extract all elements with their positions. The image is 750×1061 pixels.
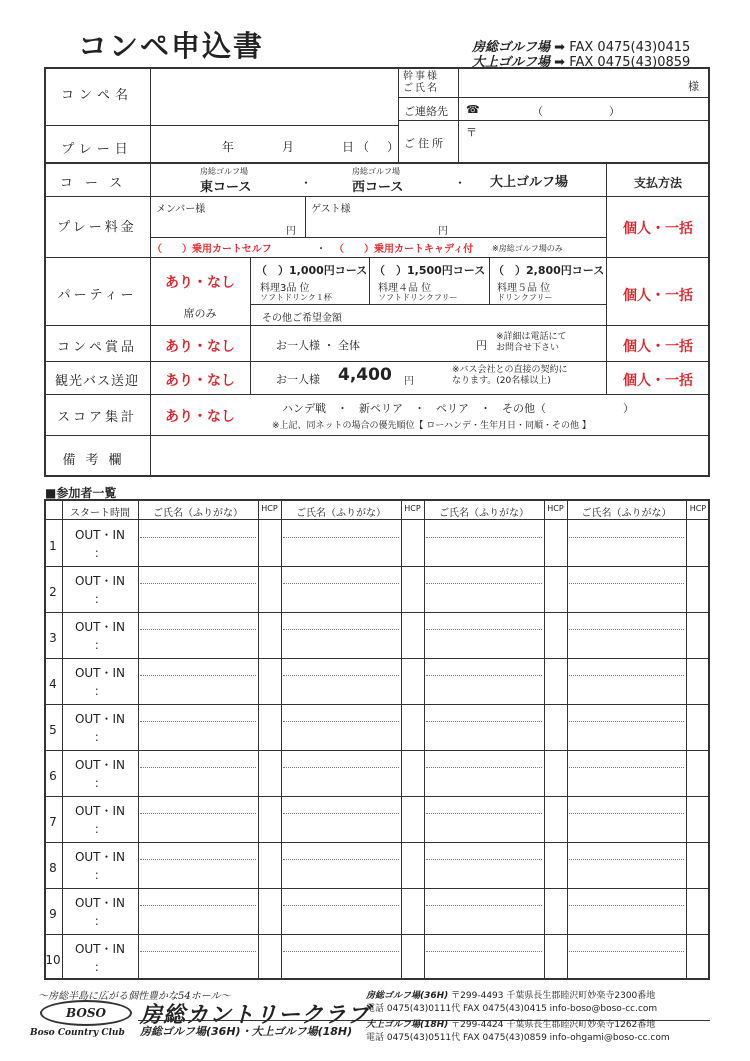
out-in-label: OUT・IN (74, 620, 126, 634)
party-course-3-drink: ドリンクフリー (497, 293, 553, 302)
furigana-dotted-line (140, 583, 256, 584)
furigana-dotted-line (569, 813, 684, 814)
bus-yen: 円 (404, 376, 414, 387)
bus-price: 4,400 (338, 365, 392, 385)
member-label: メンバー様 (156, 204, 206, 215)
row-number: 1 (49, 539, 57, 553)
start-time-out-in[interactable] (63, 572, 137, 608)
prize-yen: 円 (476, 339, 487, 352)
course-separator-2: ・ (454, 176, 467, 190)
party-payment-choice[interactable]: 個人・一括 (623, 288, 693, 304)
time-colon: ： (93, 730, 106, 744)
row-number: 6 (49, 769, 57, 783)
course-west[interactable]: 西コース (352, 180, 404, 195)
furigana-dotted-line (283, 813, 399, 814)
score-yes-no[interactable]: あり・なし (165, 409, 235, 425)
fax-club-ohgami: 大上ゴルフ場 (472, 55, 551, 70)
time-colon: ： (93, 546, 106, 560)
furigana-dotted-line (569, 767, 684, 768)
furigana-dotted-line (283, 721, 399, 722)
prize-label: コンペ賞品 (56, 340, 137, 355)
furigana-dotted-line (140, 859, 256, 860)
sama-label: 様 (688, 80, 699, 93)
course-east[interactable]: 東コース (200, 180, 252, 195)
start-time-out-in[interactable] (63, 756, 137, 792)
start-time-out-in[interactable] (63, 526, 137, 562)
footer-tagline: ～房総半島に広がる個性豊かな54ホール～ (38, 991, 231, 1002)
time-colon: ： (93, 960, 106, 974)
furigana-dotted-line (283, 537, 399, 538)
guest-yen: 円 (438, 226, 448, 237)
brand-subtitle: 房総ゴルフ場(36H)・大上ゴルフ場(18H) (140, 1025, 353, 1038)
seat-only[interactable]: 席のみ (183, 307, 217, 320)
play-date-label: プレー日 (61, 142, 133, 157)
out-in-label: OUT・IN (74, 942, 126, 956)
time-colon: ： (93, 914, 106, 928)
prize-payment-choice[interactable]: 個人・一括 (623, 339, 693, 355)
payment-header: 支払方法 (633, 176, 682, 190)
score-note: ※上記、同ネットの場合の優先順位【 ローハンデ・生年月日・同順・その他 】 (272, 421, 591, 431)
furigana-dotted-line (283, 583, 399, 584)
cart-separator: ・ (316, 244, 326, 255)
party-other-amount[interactable]: その他ご希望金額 (262, 313, 342, 324)
party-course-1-price[interactable]: （ ）1,000円コース (256, 264, 368, 277)
bus-label: 観光バス送迎 (54, 374, 139, 389)
fee-payment-choice[interactable]: 個人・一括 (623, 221, 693, 237)
furigana-dotted-line (426, 767, 542, 768)
furigana-dotted-line (569, 905, 684, 906)
start-time-out-in[interactable] (63, 894, 137, 930)
furigana-dotted-line (140, 537, 256, 538)
furigana-dotted-line (426, 675, 542, 676)
party-label: パーティー (57, 288, 137, 303)
party-course-3-price[interactable]: （ ）2,800円コース (493, 264, 605, 277)
boso-club-contact: 電話 0475(43)0111代 FAX 0475(43)0415 info-boso@boso-cc.com (366, 1004, 658, 1014)
course-separator: ・ (300, 176, 313, 190)
compe-name-label: コンペ名 (60, 88, 133, 103)
date-field[interactable]: 年 月 日（ ） (222, 140, 403, 154)
furigana-dotted-line (140, 813, 256, 814)
out-in-label: OUT・IN (74, 666, 126, 680)
party-course-2-dish: 料理４品 位 (378, 283, 432, 294)
name-header-3: ご氏名（ふりがな） (439, 508, 529, 519)
start-time-out-in[interactable] (63, 618, 137, 654)
time-colon: ： (93, 684, 106, 698)
boso-logo-caption: Boso Country Club (30, 1028, 125, 1038)
fax-club-boso: 房総ゴルフ場 (472, 40, 551, 55)
ohgami-address: 〒299-4424 千葉県長生郡睦沢町妙楽寺1262番地 (451, 1020, 656, 1030)
prize-per-person: お一人様 ・ 全体 (276, 339, 360, 352)
start-time-out-in[interactable] (63, 664, 137, 700)
name-header-2: ご氏名（ふりがな） (296, 508, 386, 519)
name-header-1: ご氏名（ふりがな） (153, 508, 243, 519)
party-course-2-price[interactable]: （ ）1,500円コース (374, 264, 486, 277)
hcp-header-2: HCP (404, 504, 421, 513)
ohgami-club-contact: 電話 0475(43)0511代 FAX 0475(43)0859 info-ohgami@boso-cc.com (366, 1033, 670, 1043)
furigana-dotted-line (569, 675, 684, 676)
remarks-label: 備考欄 (62, 453, 132, 468)
row-number: 8 (49, 861, 57, 875)
postal-icon: 〒 (466, 126, 477, 139)
furigana-dotted-line (569, 629, 684, 630)
fax-number-boso: FAX 0475(43)0415 (569, 40, 691, 55)
arrow-right-icon: ➡ (554, 55, 566, 70)
row-number: 10 (45, 953, 61, 967)
furigana-dotted-line (426, 583, 542, 584)
course-boso-small-label: 房総ゴルフ場 (200, 167, 248, 176)
furigana-dotted-line (140, 721, 256, 722)
cart-note: ※房総ゴルフ場のみ (492, 244, 563, 253)
start-time-header: スタート時間 (70, 508, 130, 519)
time-colon: ： (93, 868, 106, 882)
prize-yes-no[interactable]: あり・なし (165, 339, 235, 355)
row-number: 9 (49, 907, 57, 921)
out-in-label: OUT・IN (74, 896, 126, 910)
out-in-label: OUT・IN (74, 850, 126, 864)
page-title: コンペ申込書 (78, 29, 265, 63)
phone-icon: ☎ (466, 103, 480, 116)
row-number: 3 (49, 631, 57, 645)
furigana-dotted-line (569, 859, 684, 860)
participants-section-title: ■参加者一覧 (45, 486, 117, 500)
furigana-dotted-line (426, 951, 542, 952)
furigana-dotted-line (426, 537, 542, 538)
bus-per-person: お一人様 (276, 373, 320, 386)
ohgami-club-address (366, 1017, 655, 1030)
hcp-header-3: HCP (547, 504, 564, 513)
time-colon: ： (93, 592, 106, 606)
furigana-dotted-line (426, 629, 542, 630)
participants-table (44, 499, 710, 980)
time-colon: ： (93, 822, 106, 836)
start-time-out-in[interactable] (63, 710, 137, 746)
furigana-dotted-line (283, 859, 399, 860)
furigana-dotted-line (569, 583, 684, 584)
out-in-label: OUT・IN (74, 528, 126, 542)
out-in-label: OUT・IN (74, 804, 126, 818)
boso-address: 〒299-4493 千葉県長生郡睦沢町妙楽寺2300番地 (451, 991, 656, 1001)
course-label: コース (59, 176, 135, 191)
boso-logo: BOSO (40, 1000, 132, 1026)
hcp-header-1: HCP (261, 504, 278, 513)
furigana-dotted-line (569, 951, 684, 952)
furigana-dotted-line (283, 767, 399, 768)
party-course-1-dish: 料理3品 位 (260, 283, 310, 294)
row-number: 7 (49, 815, 57, 829)
fax-number-ohgami: FAX 0475(43)0859 (569, 55, 691, 70)
fee-label: プレー料金 (57, 220, 137, 235)
furigana-dotted-line (140, 951, 256, 952)
course-boso-small-label-2: 房総ゴルフ場 (352, 167, 400, 176)
boso-club-address (366, 988, 655, 1001)
row-number: 5 (49, 723, 57, 737)
furigana-dotted-line (283, 951, 399, 952)
bus-note: ※バス会社との直接の契約に なります。(20名様以上) (452, 365, 568, 386)
contact-label: ご連絡先 (404, 105, 448, 118)
furigana-dotted-line (140, 629, 256, 630)
furigana-dotted-line (426, 721, 542, 722)
party-course-3-dish: 料理５品 位 (497, 283, 551, 294)
time-colon: ： (93, 638, 106, 652)
organizer-label: 幹事様 ご氏名 (403, 71, 439, 94)
start-time-out-in[interactable] (63, 848, 137, 884)
furigana-dotted-line (283, 675, 399, 676)
phone-field[interactable]: （ ） (532, 105, 620, 118)
cart-caddie-option[interactable]: （ ）乗用カートキャディ付 (334, 244, 474, 255)
time-colon: ： (93, 776, 106, 790)
furigana-dotted-line (426, 813, 542, 814)
furigana-dotted-line (140, 905, 256, 906)
course-ohgami[interactable]: 大上ゴルフ場 (490, 175, 569, 190)
score-options[interactable]: ハンデ戦 ・ 新ペリア ・ ペリア ・ その他（ ） (282, 402, 634, 415)
bus-payment-choice[interactable]: 個人・一括 (623, 373, 693, 389)
furigana-dotted-line (569, 721, 684, 722)
furigana-dotted-line (426, 859, 542, 860)
party-course-2-drink: ソフトドリンクフリー (378, 293, 458, 302)
cart-self-option[interactable]: （ ）乗用カートセルフ (152, 244, 272, 255)
bus-yes-no[interactable]: あり・なし (165, 373, 235, 389)
furigana-dotted-line (283, 905, 399, 906)
out-in-label: OUT・IN (74, 758, 126, 772)
boso-club-name: 房総ゴルフ場(36H) (366, 991, 449, 1001)
party-yes-no[interactable]: あり・なし (165, 275, 235, 291)
furigana-dotted-line (140, 767, 256, 768)
out-in-label: OUT・IN (74, 574, 126, 588)
name-header-4: ご氏名（ふりがな） (581, 508, 672, 519)
ohgami-club-name: 大上ゴルフ場(18H) (366, 1020, 449, 1030)
furigana-dotted-line (140, 675, 256, 676)
start-time-out-in[interactable] (63, 940, 137, 976)
prize-note: ※詳細は電話にて お問合せ下さい (496, 332, 567, 353)
member-yen: 円 (286, 226, 296, 237)
furigana-dotted-line (283, 629, 399, 630)
out-in-label: OUT・IN (74, 712, 126, 726)
row-number: 2 (49, 585, 57, 599)
furigana-dotted-line (426, 905, 542, 906)
arrow-right-icon: ➡ (554, 40, 566, 55)
start-time-out-in[interactable] (63, 802, 137, 838)
guest-label: ゲスト様 (311, 204, 351, 215)
furigana-dotted-line (569, 537, 684, 538)
party-course-1-drink: ソフトドリンク１杯 (260, 293, 332, 302)
address-label: ご住所 (404, 137, 446, 150)
brand-name: 房総カントリークラブ (140, 1003, 371, 1028)
row-number: 4 (49, 677, 57, 691)
hcp-header-4: HCP (689, 504, 707, 513)
score-label: スコア集計 (56, 410, 137, 425)
